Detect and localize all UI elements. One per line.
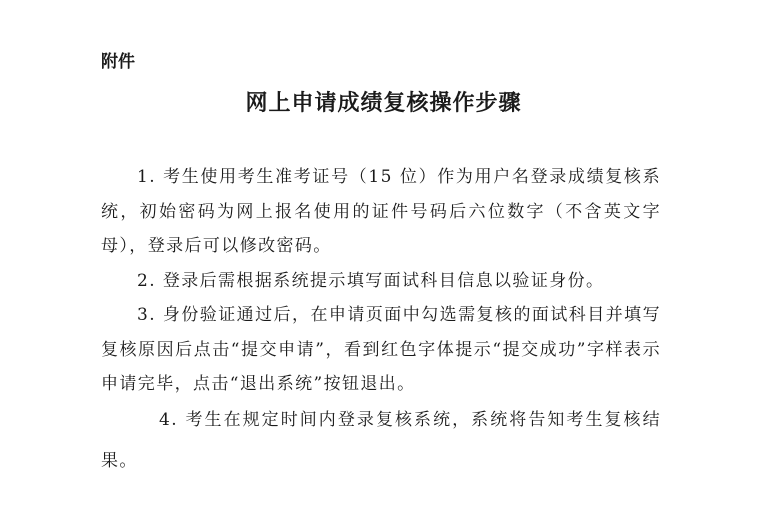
step-4-paragraph: 4. 考生在规定时间内登录复核系统，系统将告知考生复核结果。 [101, 409, 661, 471]
attachment-label: 附件 [101, 52, 135, 72]
document-title: 网上申请成绩复核操作步骤 [245, 90, 522, 116]
steps-body [101, 160, 661, 482]
step-3-paragraph: 3. 身份验证通过后，在申请页面中勾选需复核的面试科目并填写复核原因后点击“提交申请”，看到红色字体提示“提交成功”字样表示申请完毕，点击“退出系统”按钮退出。 [101, 305, 661, 394]
step-2-paragraph: 2. 登录后需根据系统提示填写面试科目信息以验证身份。 [137, 270, 605, 291]
step-1-paragraph: 1. 考生使用考生准考证号（15 位）作为用户名登录成绩复核系统，初始密码为网上报名使用的证件号码后六位数字（不含英文字母），登录后可以修改密码。 [101, 167, 661, 256]
